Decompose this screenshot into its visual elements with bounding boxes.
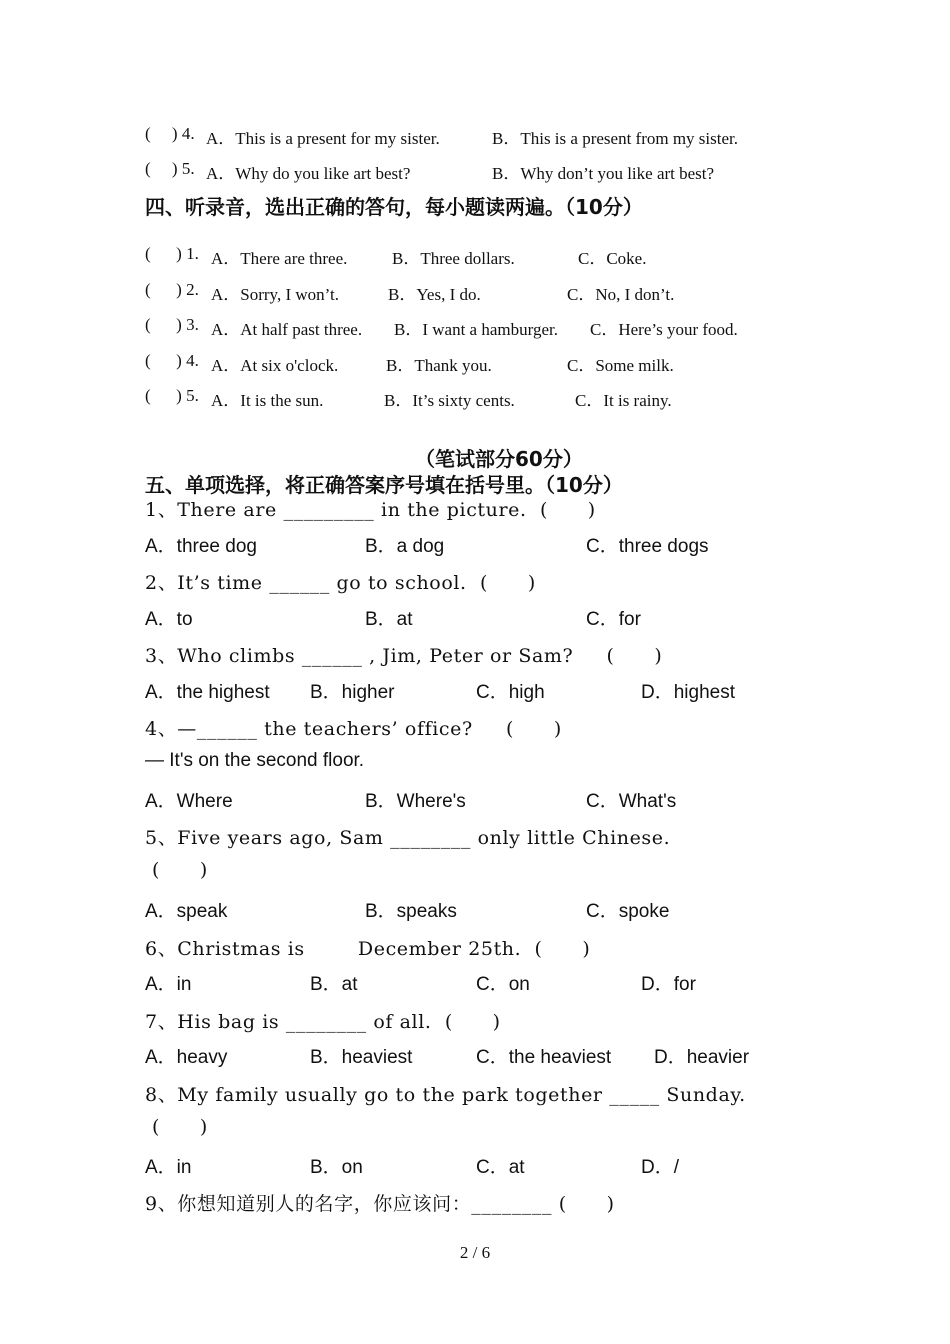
mc-q8-paren: ( ): [152, 1116, 208, 1138]
written-part-title: （笔试部分60分）: [415, 447, 583, 471]
mc-q2-text: 2、It’s time ______ go to school. ( ): [145, 572, 536, 594]
mc-q8-option-a: A．in: [145, 1157, 192, 1178]
s4-q3-option-b: B．I want a hamburger.: [394, 320, 558, 339]
mc-q4-option-c: C．What's: [586, 791, 677, 812]
s4-q1-option-c: C．Coke.: [578, 249, 647, 268]
mc-q2-option-b: B．at: [365, 609, 413, 630]
s4-q2-option-b: B．Yes, I do.: [388, 285, 481, 304]
mc-q3-option-b: B．higher: [310, 682, 395, 703]
mc-q6-option-d: D．for: [641, 974, 696, 995]
mc-q3-option-d: D．highest: [641, 682, 735, 703]
mc-q7-option-a: A．heavy: [145, 1047, 228, 1068]
mc-q1-option-b: B．a dog: [365, 536, 445, 557]
mc-q5-option-a: A．speak: [145, 901, 228, 922]
mc-q1-text: 1、There are _________ in the picture. ( ): [145, 499, 596, 521]
mc-q6-option-a: A．in: [145, 974, 192, 995]
s4-q5-option-c: C．It is rainy.: [575, 391, 672, 410]
section5-heading: 五、单项选择，将正确答案序号填在括号里。（10分）: [145, 473, 623, 497]
s4-q4-option-a: A．At six o'clock.: [211, 356, 339, 375]
mc-q7-option-d: D．heavier: [654, 1047, 750, 1068]
mc-q7-text: 7、His bag is ________ of all. ( ): [145, 1011, 501, 1033]
mc-q5-option-b: B．speaks: [365, 901, 457, 922]
s4-q2-option-c: C．No, I don’t.: [567, 285, 675, 304]
mc-q5-text: 5、Five years ago, Sam ________ only little Chinese.: [145, 827, 671, 849]
s4-q4-paren: ( ) 4.: [145, 351, 199, 370]
s4-q5-paren: ( ) 5.: [145, 386, 199, 405]
mc-q5-paren: ( ): [152, 859, 208, 881]
mc-q5-option-c: C．spoke: [586, 901, 670, 922]
mc-q8-text: 8、My family usually go to the park together _____ Sunday.: [145, 1084, 746, 1106]
s4-q1-paren: ( ) 1.: [145, 244, 199, 263]
mc-q7-option-b: B．heaviest: [310, 1047, 413, 1068]
s4-q2-option-a: A．Sorry, I won’t.: [211, 285, 339, 304]
q4-paren: ( ) 4.: [145, 124, 195, 143]
mc-q8-option-d: D．/: [641, 1157, 680, 1178]
mc-q4-answer-line: — It's on the second floor.: [145, 750, 365, 771]
q4-option-a: A．This is a present for my sister.: [206, 129, 440, 148]
s4-q3-option-a: A．At half past three.: [211, 320, 363, 339]
mc-q3-option-a: A．the highest: [145, 682, 270, 703]
section4-heading: 四、听录音，选出正确的答句，每小题读两遍。（10分）: [145, 195, 643, 219]
mc-q8-option-b: B．on: [310, 1157, 363, 1178]
s4-q4-option-b: B．Thank you.: [386, 356, 492, 375]
mc-q3-text: 3、Who climbs ______ , Jim, Peter or Sam? ( ): [145, 645, 663, 667]
s4-q3-option-c: C．Here’s your food.: [590, 320, 738, 339]
s4-q1-option-b: B．Three dollars.: [392, 249, 515, 268]
mc-q6-text: 6、Christmas is December 25th. ( ): [145, 938, 591, 960]
mc-q6-option-b: B．at: [310, 974, 358, 995]
mc-q7-option-c: C．the heaviest: [476, 1047, 612, 1068]
s4-q5-option-b: B．It’s sixty cents.: [384, 391, 515, 410]
s4-q1-option-a: A．There are three.: [211, 249, 348, 268]
mc-q4-text: 4、—______ the teachers’ office? ( ): [145, 718, 562, 740]
q5-paren: ( ) 5.: [145, 159, 195, 178]
mc-q4-option-b: B．Where's: [365, 791, 466, 812]
s4-q2-paren: ( ) 2.: [145, 280, 199, 299]
mc-q1-option-c: C．three dogs: [586, 536, 709, 557]
mc-q6-option-c: C．on: [476, 974, 530, 995]
mc-q9-text: 9、你想知道别人的名字，你应该问：________ ( ): [145, 1193, 615, 1215]
q5-option-b: B．Why don’t you like art best?: [492, 164, 715, 183]
s4-q3-paren: ( ) 3.: [145, 315, 199, 334]
page-number: 2 / 6: [459, 1243, 491, 1262]
s4-q4-option-c: C．Some milk.: [567, 356, 674, 375]
mc-q2-option-c: C．for: [586, 609, 641, 630]
mc-q3-option-c: C．high: [476, 682, 545, 703]
mc-q2-option-a: A．to: [145, 609, 193, 630]
q4-option-b: B．This is a present from my sister.: [492, 129, 739, 148]
mc-q4-option-a: A．Where: [145, 791, 233, 812]
mc-q8-option-c: C．at: [476, 1157, 525, 1178]
s4-q5-option-a: A．It is the sun.: [211, 391, 324, 410]
mc-q1-option-a: A．three dog: [145, 536, 257, 557]
q5-option-a: A．Why do you like art best?: [206, 164, 411, 183]
